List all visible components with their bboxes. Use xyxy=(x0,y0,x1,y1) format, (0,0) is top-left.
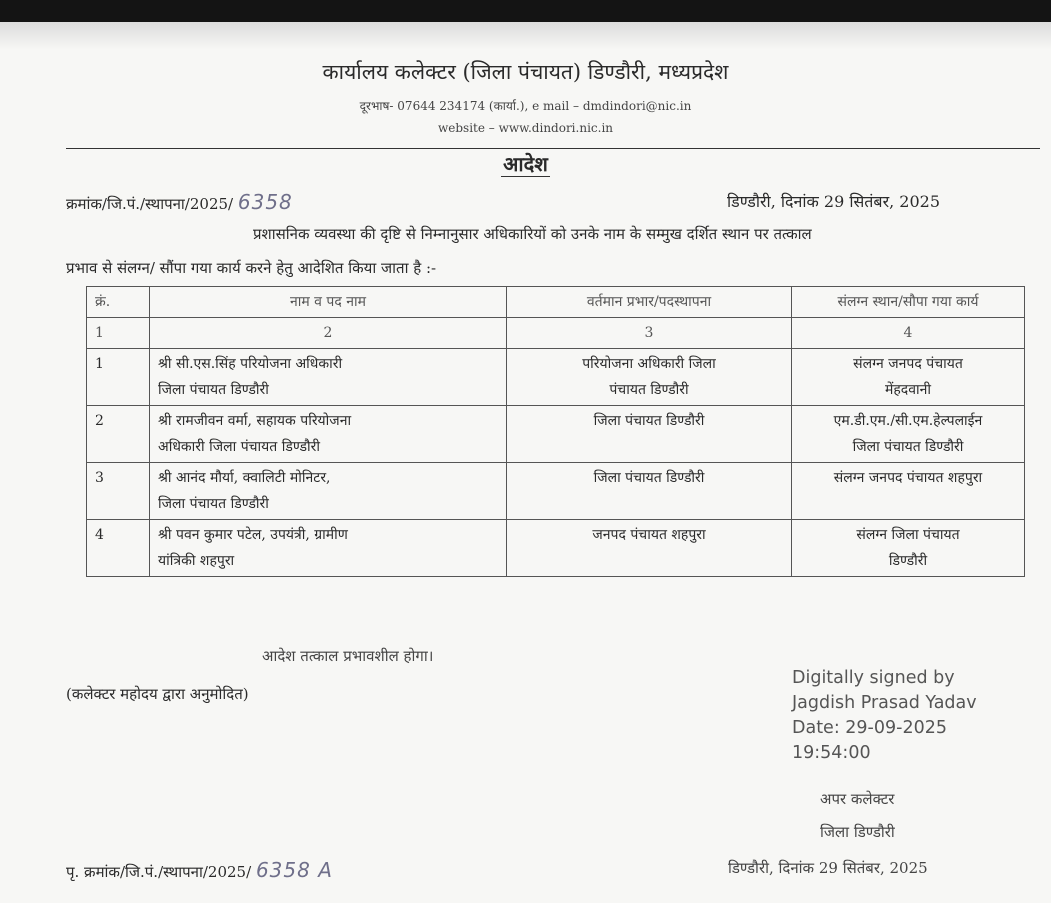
endorsement-handwritten: 6358 A xyxy=(255,858,333,882)
order-paragraph-line1: प्रशासनिक व्यवस्था की दृष्टि से निम्नानुसार अधिकारियों को उनके नाम के सम्मुख दर्शित स्थान पर तत्काल xyxy=(253,225,812,243)
col-header-sno: क्रं. xyxy=(87,287,150,318)
signature-time: 19:54:00 xyxy=(792,743,871,763)
col-header-name: नाम व पद नाम xyxy=(150,287,507,318)
col-header-current: वर्तमान प्रभार/पदस्थापना xyxy=(507,287,792,318)
row-current xyxy=(507,406,792,463)
row-attached-line: एम.डी.एम./सी.एम.हेल्पलाईन xyxy=(833,413,983,429)
row-attached xyxy=(792,463,1025,520)
row-current-line: जिला पंचायत डिण्डौरी xyxy=(593,413,705,429)
numbering-cell: 1 xyxy=(87,318,150,349)
table-row xyxy=(87,349,1025,406)
row-attached-line: डिण्डौरी xyxy=(888,553,928,569)
row-attached-line: मेंहदवानी xyxy=(884,382,932,398)
table-row xyxy=(87,520,1025,577)
row-name xyxy=(150,406,507,463)
table-row xyxy=(87,406,1025,463)
table-row xyxy=(87,463,1025,520)
row-current-line: पंचायत डिण्डौरी xyxy=(609,382,689,398)
row-sno: 1 xyxy=(87,349,150,406)
effective-note: आदेश तत्काल प्रभावशील होगा। xyxy=(262,647,434,665)
contact-line: दूरभाष- 07644 234174 (कार्या.), e mail – dmdindori@nic.in xyxy=(359,99,692,113)
scan-shadow xyxy=(0,22,1051,50)
row-name xyxy=(150,349,507,406)
approval-note: (कलेक्टर महोदय द्वारा अनुमोदित) xyxy=(66,685,249,703)
order-number-prefix: क्रमांक/जि.पं./स्थापना/2025/ xyxy=(66,195,234,213)
row-name xyxy=(150,463,507,520)
signature-date: Date: 29-09-2025 xyxy=(792,718,947,738)
signatory-district: जिला डिण्डौरी xyxy=(820,823,895,841)
endorsement-prefix: पृ. क्रमांक/जि.पं./स्थापना/2025/ xyxy=(66,863,252,881)
row-attached-line: संलग्न जिला पंचायत xyxy=(856,527,960,543)
col-header-attached: संलग्न स्थान/सौपा गया कार्य xyxy=(792,287,1025,318)
table-numbering-row xyxy=(87,318,1025,349)
row-sno: 3 xyxy=(87,463,150,520)
digital-signature-block xyxy=(792,666,977,766)
row-current xyxy=(507,520,792,577)
website-line: website – www.dindori.nic.in xyxy=(437,121,614,135)
row-current xyxy=(507,463,792,520)
row-name-line: यांत्रिकी शहपुरा xyxy=(158,553,235,569)
order-paragraph-line2: प्रभाव से संलग्न/ सौंपा गया कार्य करने हेतु आदेशित किया जाता है :- xyxy=(66,259,437,277)
row-name-line: अधिकारी जिला पंचायत डिण्डौरी xyxy=(158,439,320,455)
row-name-line: जिला पंचायत डिण्डौरी xyxy=(158,382,269,398)
row-attached xyxy=(792,406,1025,463)
order-date: डिण्डौरी, दिनांक 29 सितंबर, 2025 xyxy=(727,192,941,211)
header-divider xyxy=(66,148,1040,149)
row-sno: 2 xyxy=(87,406,150,463)
row-attached-line: संलग्न जनपद पंचायत शहपुरा xyxy=(833,470,983,486)
endorsement-number xyxy=(66,858,333,882)
order-number xyxy=(66,190,293,214)
row-name-line: श्री पवन कुमार पटेल, उपयंत्री, ग्रामीण xyxy=(158,527,348,543)
signature-signer: Jagdish Prasad Yadav xyxy=(792,693,977,713)
order-number-handwritten: 6358 xyxy=(237,190,293,214)
signatory-designation: अपर कलेक्टर xyxy=(820,790,895,808)
row-attached xyxy=(792,349,1025,406)
row-current-line: जनपद पंचायत शहपुरा xyxy=(592,527,706,543)
office-title: कार्यालय कलेक्टर (जिला पंचायत) डिण्डौरी, मध्यप्रदेश xyxy=(322,60,729,84)
row-current xyxy=(507,349,792,406)
row-attached xyxy=(792,520,1025,577)
endorsement-date: डिण्डौरी, दिनांक 29 सितंबर, 2025 xyxy=(728,859,928,877)
row-name-line: जिला पंचायत डिण्डौरी xyxy=(158,496,269,512)
row-sno: 4 xyxy=(87,520,150,577)
signature-line: Digitally signed by xyxy=(792,668,955,688)
officers-table xyxy=(86,286,1025,577)
numbering-cell: 3 xyxy=(507,318,792,349)
row-attached-line: जिला पंचायत डिण्डौरी xyxy=(852,439,964,455)
row-name-line: श्री रामजीवन वर्मा, सहायक परियोजना xyxy=(158,413,352,429)
table-header-row xyxy=(87,287,1025,318)
row-name-line: श्री सी.एस.सिंह परियोजना अधिकारी xyxy=(158,356,343,372)
numbering-cell: 2 xyxy=(150,318,507,349)
row-current-line: जिला पंचायत डिण्डौरी xyxy=(593,470,705,486)
row-current-line: परियोजना अधिकारी जिला xyxy=(582,356,716,372)
dark-top-edge xyxy=(0,0,1051,22)
row-attached-line: संलग्न जनपद पंचायत xyxy=(853,356,963,372)
numbering-cell: 4 xyxy=(792,318,1025,349)
row-name-line: श्री आनंद मौर्या, क्वालिटी मोनिटर, xyxy=(158,470,331,486)
row-name xyxy=(150,520,507,577)
order-heading xyxy=(0,150,1051,177)
order-heading-text: आदेश xyxy=(503,152,548,176)
